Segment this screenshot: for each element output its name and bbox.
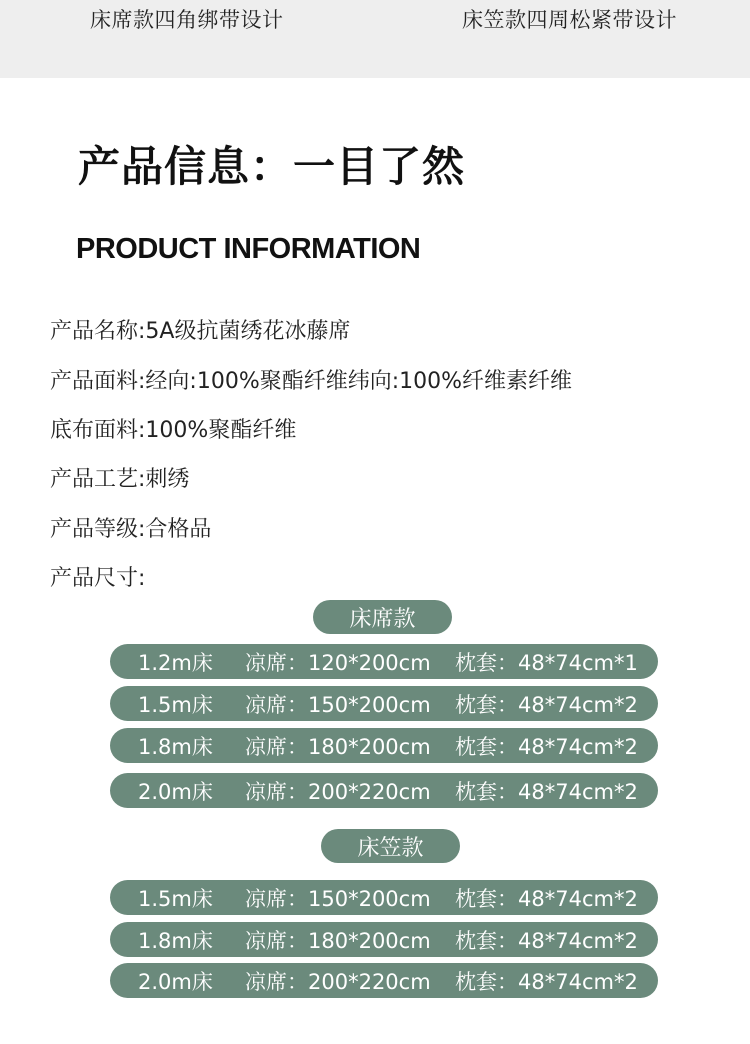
pillow-size: 枕套：48*74cm*2: [455, 969, 638, 994]
spec-value: 5A级抗菌绣花冰藤席: [145, 319, 351, 344]
bed-size: 2.0m床: [138, 969, 213, 994]
mat-size: 凉席：150*200cm: [245, 692, 431, 717]
pillow-size: 枕套：48*74cm*2: [455, 734, 638, 759]
spec-row-grade: [50, 512, 211, 543]
spec-value: 刺绣: [145, 467, 190, 492]
pillow-size: 枕套：48*74cm*2: [455, 692, 638, 717]
bed-size: 1.2m床: [138, 650, 213, 675]
mat-size: 凉席：120*200cm: [245, 650, 431, 675]
bed-size: 1.5m床: [138, 886, 213, 911]
size-row: [110, 773, 658, 808]
spec-label: 底布面料:: [50, 418, 146, 443]
bed-size: 1.8m床: [138, 928, 213, 953]
pillow-size: 枕套：48*74cm*2: [455, 779, 638, 804]
spec-label: 产品工艺:: [50, 467, 146, 492]
spec-row-name: [50, 314, 350, 345]
page-subtitle: PRODUCT INFORMATION: [76, 233, 421, 265]
spec-label: 产品等级:: [50, 517, 146, 542]
spec-row-fabric: [50, 364, 572, 395]
size-row: [110, 880, 658, 915]
size-row: [110, 922, 658, 957]
spec-value: 100%聚酯纤维: [145, 418, 297, 443]
pillow-size: 枕套：48*74cm*2: [455, 886, 638, 911]
bed-size: 1.8m床: [138, 734, 213, 759]
group-title-mat-style: 床席款: [313, 600, 452, 634]
page-title: 产品信息：一目了然: [78, 142, 466, 191]
bed-size: 1.5m床: [138, 692, 213, 717]
top-left-caption: 床席款四角绑带设计: [90, 8, 284, 32]
size-row: [110, 963, 658, 998]
mat-size: 凉席：180*200cm: [245, 734, 431, 759]
spec-row-craft: [50, 462, 189, 493]
mat-size: 凉席：180*200cm: [245, 928, 431, 953]
pillow-size: 枕套：48*74cm*1: [455, 650, 638, 675]
pillow-size: 枕套：48*74cm*2: [455, 928, 638, 953]
spec-value: 经向:100%聚酯纤维纬向:100%纤维素纤维: [145, 369, 573, 394]
bed-size: 2.0m床: [138, 779, 213, 804]
size-row: [110, 644, 658, 679]
group-title-fitted-style: 床笠款: [321, 829, 460, 863]
spec-row-base-fabric: [50, 413, 296, 444]
spec-value: 合格品: [145, 517, 212, 542]
size-row: [110, 686, 658, 721]
mat-size: 凉席：200*220cm: [245, 969, 431, 994]
spec-label: 产品名称:: [50, 319, 146, 344]
mat-size: 凉席：200*220cm: [245, 779, 431, 804]
spec-label: 产品尺寸:: [50, 566, 146, 591]
mat-size: 凉席：150*200cm: [245, 886, 431, 911]
spec-label: 产品面料:: [50, 369, 146, 394]
size-row: [110, 728, 658, 763]
top-right-caption: 床笠款四周松紧带设计: [462, 8, 677, 32]
spec-row-size: [50, 561, 145, 592]
